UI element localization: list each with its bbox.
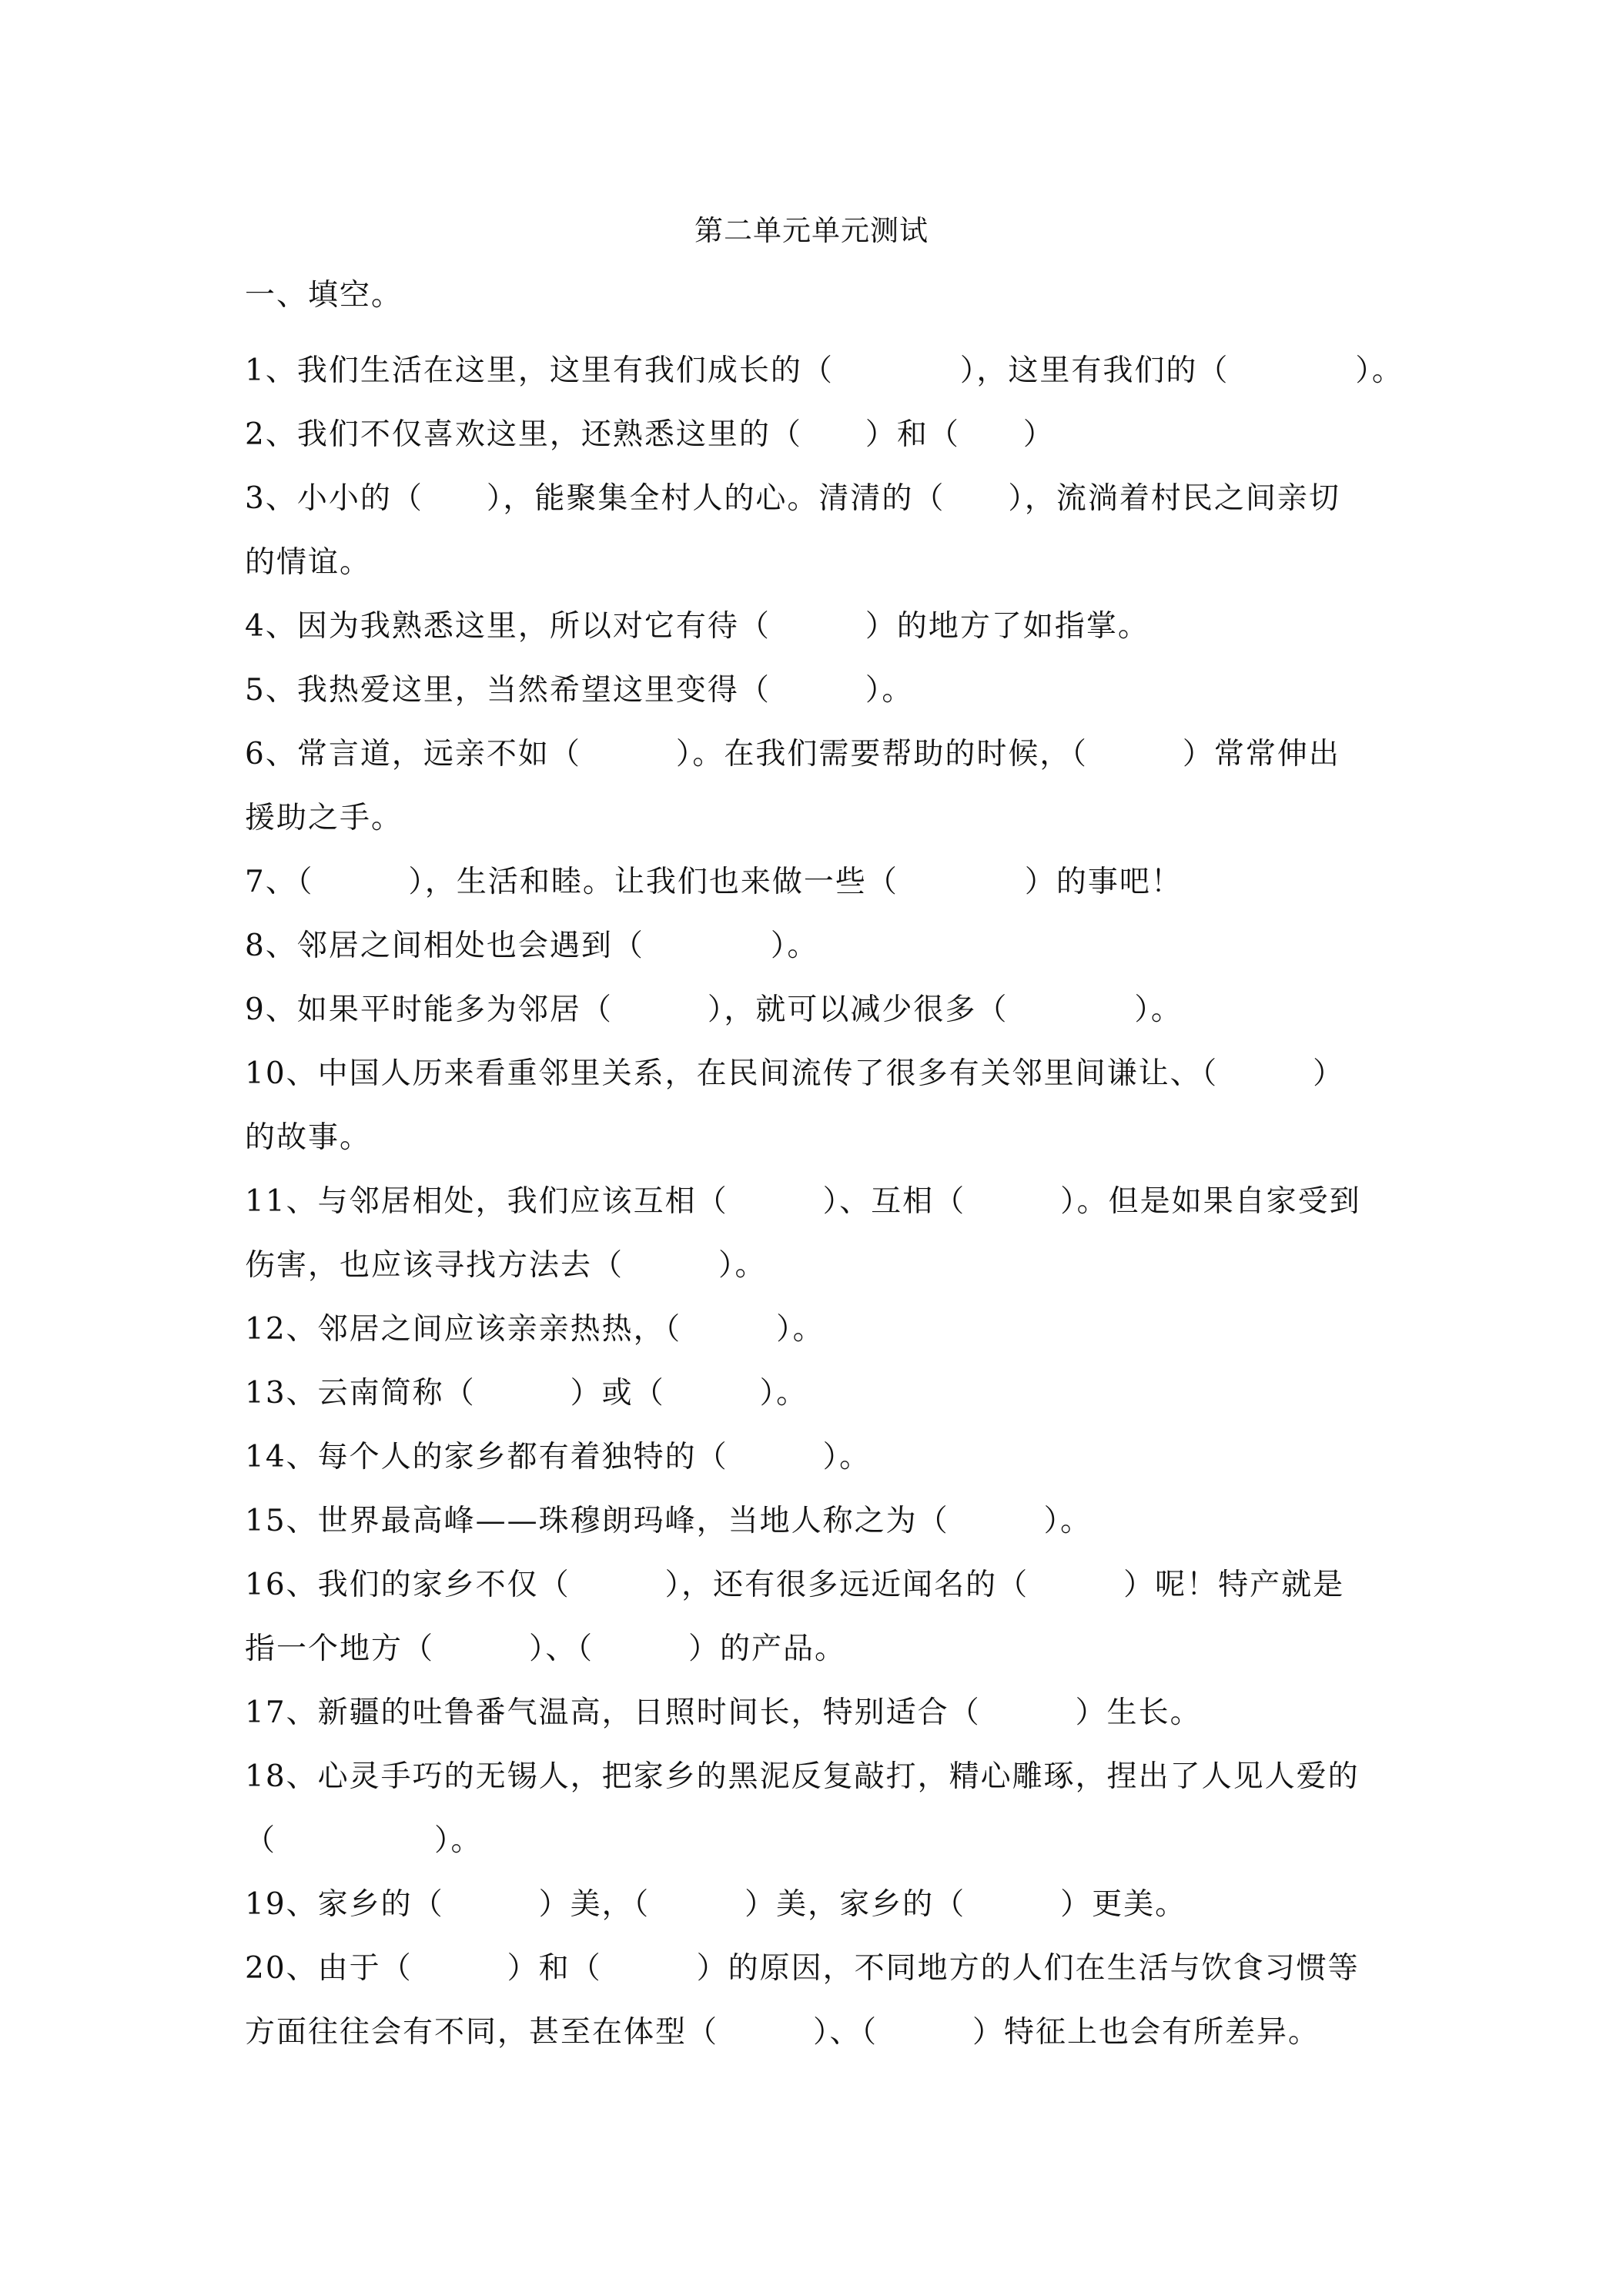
section-heading: 一、填空。	[245, 278, 403, 313]
question-line: 14、每个人的家乡都有着独特的（ ）。	[245, 1440, 872, 1474]
question-line: 6、常言道，远亲不如（ ）。在我们需要帮助的时候，（ ）常常伸出	[245, 737, 1340, 771]
question-line: 方面往往会有不同，甚至在体型（ ）、（ ）特征上也会有所差异。	[245, 2015, 1320, 2050]
question-line: 16、我们的家乡不仅（ ），还有很多远近闻名的（ ）呢！特产就是	[245, 1568, 1345, 1602]
question-list	[245, 339, 1404, 2064]
question-line: 20、由于（ ）和（ ）的原因，不同地方的人们在生活与饮食习惯等	[245, 1951, 1360, 1986]
question-line: 10、中国人历来看重邻里关系，在民间流传了很多有关邻里间谦让、（ ）	[245, 1056, 1345, 1091]
question-line: 援助之手。	[245, 801, 403, 835]
question-line: 1、我们生活在这里，这里有我们成长的（ ），这里有我们的（ ）。	[245, 353, 1404, 388]
question-line: 9、如果平时能多为邻居（ ），就可以减少很多（ ）。	[245, 992, 1183, 1027]
question-line: 5、我热爱这里，当然希望这里变得（ ）。	[245, 673, 914, 708]
question-line: 11、与邻居相处，我们应该互相（ ）、互相（ ）。但是如果自家受到	[245, 1184, 1361, 1219]
question-line: 7、（ ），生活和睦。让我们也来做一些（ ）的事吧！	[245, 865, 1183, 899]
question-line: 指一个地方（ ）、（ ）的产品。	[245, 1632, 847, 1666]
question-line: 的情谊。	[245, 545, 372, 580]
question-line: 伤害，也应该寻找方法去（ ）。	[245, 1248, 767, 1283]
question-line: 4、因为我熟悉这里，所以对它有待（ ）的地方了如指掌。	[245, 609, 1149, 644]
question-line: 17、新疆的吐鲁番气温高，日照时间长，特别适合（ ）生长。	[245, 1695, 1202, 1730]
page-title: 第二单元单元测试	[694, 214, 929, 247]
question-line: 的故事。	[245, 1120, 372, 1155]
question-line: 19、家乡的（ ）美，（ ）美，家乡的（ ）更美。	[245, 1887, 1187, 1922]
question-line: 15、世界最高峰——珠穆朗玛峰，当地人称之为（ ）。	[245, 1504, 1093, 1538]
question-line: 18、心灵手巧的无锡人，把家乡的黑泥反复敲打，精心雕琢，捏出了人见人爱的	[245, 1759, 1360, 1794]
question-line: 3、小小的（ ），能聚集全村人的心。清清的（ ），流淌着村民之间亲切	[245, 481, 1340, 516]
question-line: （ ）。	[245, 1823, 483, 1858]
question-line: 12、邻居之间应该亲亲热热，（ ）。	[245, 1312, 825, 1347]
question-line: 13、云南简称（ ）或（ ）。	[245, 1376, 808, 1411]
question-line: 2、我们不仅喜欢这里，还熟悉这里的（ ）和（ ）	[245, 417, 1055, 452]
question-line: 8、邻居之间相处也会遇到（ ）。	[245, 929, 819, 963]
